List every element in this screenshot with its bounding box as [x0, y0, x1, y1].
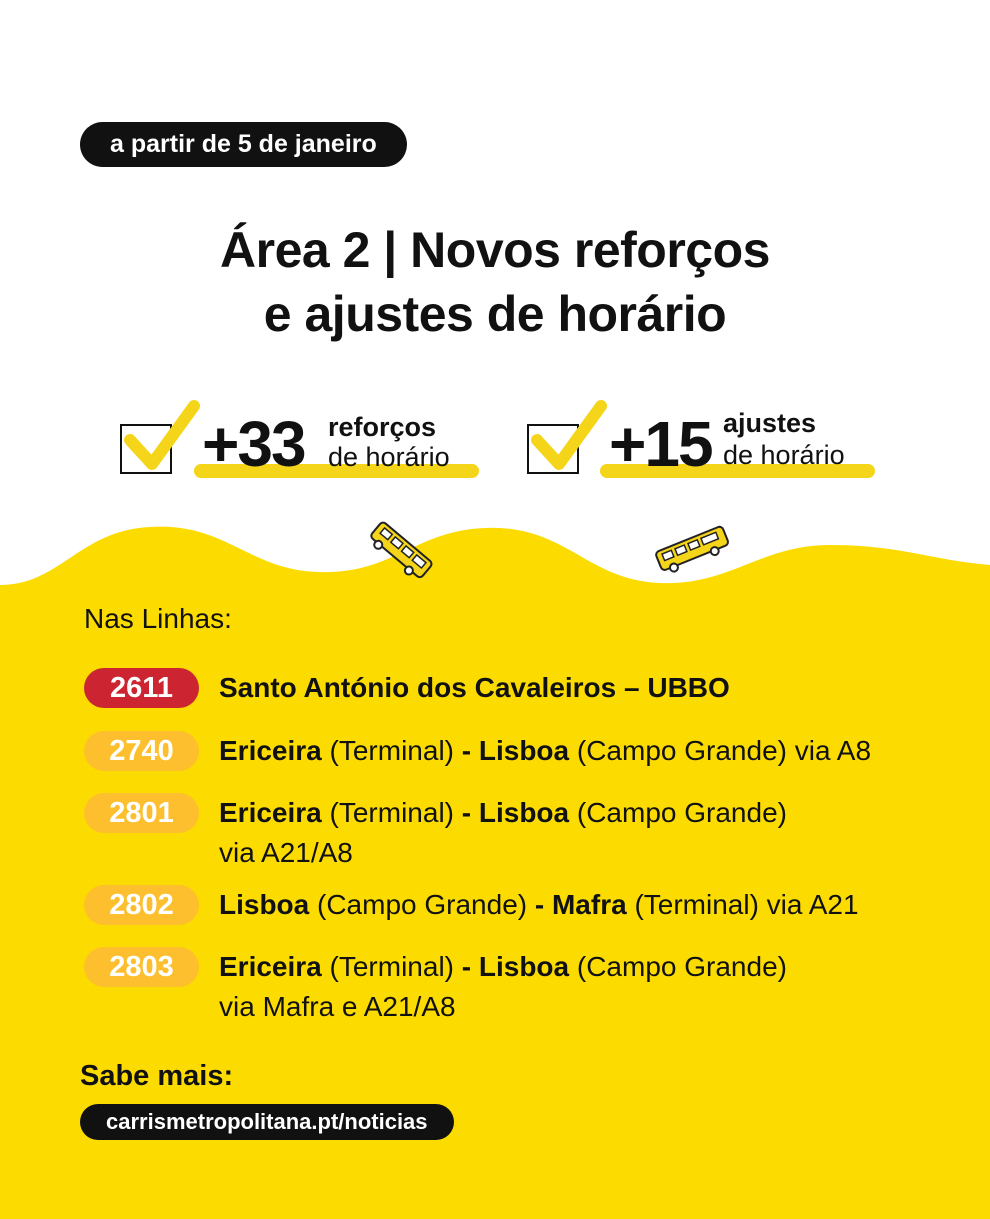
route-place: - Lisboa [461, 951, 570, 982]
route-detail: (Terminal) [321, 735, 462, 766]
route-detail: (Campo Grande) [569, 797, 787, 828]
route-detail: (Campo Grande) [309, 889, 535, 920]
checkbox-check-icon [529, 398, 609, 478]
stat-value: +33 [202, 408, 305, 480]
route-detail: via Mafra e A21/A8 [219, 991, 456, 1022]
stat-label-top: reforços [328, 412, 437, 442]
line-route [219, 731, 939, 771]
route-place: Ericeira [219, 797, 322, 828]
line-number-badge: 2611 [84, 668, 199, 708]
route-place: Santo António dos Cavaleiros – UBBO [219, 672, 730, 703]
route-detail: (Campo Grande) via A8 [569, 735, 872, 766]
route-place: - Lisboa [461, 797, 570, 828]
stat-label-bottom: de horário [723, 440, 845, 470]
bus-icon [650, 518, 736, 578]
stat-label-bottom: de horário [328, 442, 450, 472]
route-place: Ericeira [219, 951, 322, 982]
lines-heading: Nas Linhas: [84, 603, 232, 634]
line-number-badge: 2801 [84, 793, 199, 833]
line-number-badge: 2802 [84, 885, 199, 925]
route-place: - Lisboa [461, 735, 570, 766]
route-detail: via A21/A8 [219, 837, 353, 868]
route-place: Lisboa [219, 889, 310, 920]
line-route [219, 947, 939, 1027]
date-badge: a partir de 5 de janeiro [80, 122, 407, 167]
stat-adjustments [527, 398, 887, 488]
route-detail: (Terminal) [321, 951, 462, 982]
more-info-label: Sabe mais: [80, 1060, 234, 1092]
line-route [219, 668, 939, 708]
checkbox-check-icon [122, 398, 202, 478]
stat-value: +15 [609, 408, 712, 480]
line-route [219, 885, 939, 925]
line-number-badge: 2740 [84, 731, 199, 771]
bus-icon [360, 515, 440, 585]
route-detail: (Terminal) via A21 [626, 889, 859, 920]
route-place: - Mafra [534, 889, 627, 920]
line-number-badge: 2803 [84, 947, 199, 987]
stat-reinforcements [120, 398, 490, 488]
route-place: Ericeira [219, 735, 322, 766]
news-link[interactable]: carrismetropolitana.pt/noticias [80, 1104, 454, 1140]
title-line-2: e ajustes de horário [263, 286, 727, 342]
page-title [0, 218, 990, 346]
route-detail: (Terminal) [321, 797, 462, 828]
stat-label-top: ajustes [723, 408, 817, 438]
route-detail: (Campo Grande) [569, 951, 787, 982]
title-line-1: Área 2 | Novos reforços [220, 222, 770, 278]
line-route [219, 793, 939, 873]
